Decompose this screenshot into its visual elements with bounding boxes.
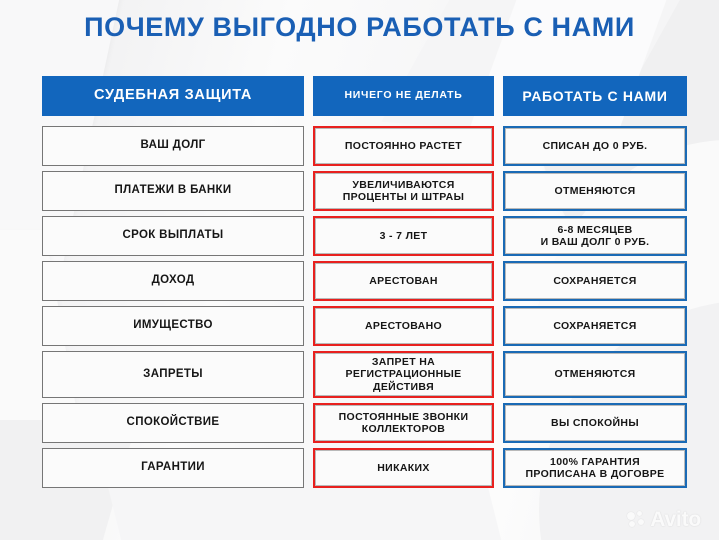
column-header-judicial-defense: СУДЕБНАЯ ЗАЩИТА xyxy=(42,76,304,116)
table-cell-do-nothing xyxy=(313,261,494,301)
table-cell-criterion xyxy=(42,306,304,346)
cell-line: 100% ГАРАНТИЯ xyxy=(550,455,640,468)
cell-line: СПОКОЙСТВИЕ xyxy=(126,416,220,429)
column-header-work-with-us: РАБОТАТЬ С НАМИ xyxy=(503,76,687,116)
cell-line: ГАРАНТИИ xyxy=(141,461,205,474)
table-cell-work-with-us xyxy=(503,126,687,166)
comparison-table xyxy=(42,76,678,493)
cell-line: НИКАКИХ xyxy=(377,461,430,474)
cell-line: ПОСТОЯННО РАСТЕТ xyxy=(344,139,463,152)
table-cell-do-nothing xyxy=(313,351,494,398)
table-cell-criterion xyxy=(42,403,304,443)
cell-line: ПРОПИСАНА В ДОГОВРЕ xyxy=(525,468,665,481)
avito-watermark xyxy=(627,509,701,530)
cell-line: ОТМЕНЯЮТСЯ xyxy=(554,368,636,381)
cell-line: ИМУЩЕСТВО xyxy=(133,319,213,332)
cell-line: ДЕЙСТИВЯ xyxy=(373,380,434,393)
cell-line: ПОСТОЯННЫЕ ЗВОНКИ xyxy=(338,410,469,423)
table-cell-criterion xyxy=(42,261,304,301)
table-row xyxy=(42,216,678,256)
cell-line: 3 - 7 ЛЕТ xyxy=(379,229,428,242)
table-row xyxy=(42,171,678,211)
table-row xyxy=(42,448,678,488)
table-cell-work-with-us xyxy=(503,351,687,398)
cell-line: ЗАПРЕТ НА xyxy=(371,356,436,368)
cell-line: АРЕСТОВАН xyxy=(369,274,438,287)
cell-line: СОХРАНЯЕТСЯ xyxy=(553,319,637,332)
cell-line: КОЛЛЕКТОРОВ xyxy=(361,423,446,436)
cell-line: УВЕЛИЧИВАЮТСЯ xyxy=(352,178,455,191)
avito-watermark-label: Avito xyxy=(650,508,701,531)
table-cell-work-with-us xyxy=(503,216,687,256)
table-cell-do-nothing xyxy=(313,216,494,256)
cell-line: ОТМЕНЯЮТСЯ xyxy=(554,184,636,197)
table-cell-criterion xyxy=(42,171,304,211)
table-cell-work-with-us xyxy=(503,403,687,443)
cell-line: ПЛАТЕЖИ В БАНКИ xyxy=(114,184,232,197)
table-cell-criterion xyxy=(42,216,304,256)
cell-line: ПРОЦЕНТЫ И ШТРАЫ xyxy=(342,191,465,203)
table-cell-do-nothing xyxy=(313,126,494,166)
table-cell-do-nothing xyxy=(313,403,494,443)
table-row xyxy=(42,351,678,398)
cell-line: ЗАПРЕТЫ xyxy=(143,367,203,380)
table-cell-criterion xyxy=(42,351,304,398)
cell-line: АРЕСТОВАНО xyxy=(364,319,443,332)
cell-line: ВАШ ДОЛГ xyxy=(140,139,206,152)
table-cell-criterion xyxy=(42,126,304,166)
table-header-row xyxy=(42,76,678,116)
cell-line: 6-8 МЕСЯЦЕВ xyxy=(557,223,633,236)
table-row xyxy=(42,126,678,166)
cell-line: ДОХОД xyxy=(151,274,195,287)
cell-line: СПИСАН ДО 0 РУБ. xyxy=(542,139,648,152)
avito-dots-icon xyxy=(627,511,646,528)
cell-line: СОХРАНЯЕТСЯ xyxy=(553,274,637,287)
table-cell-do-nothing xyxy=(313,171,494,211)
table-cell-do-nothing xyxy=(313,306,494,346)
cell-line: СРОК ВЫПЛАТЫ xyxy=(122,229,224,242)
cell-line: ВЫ СПОКОЙНЫ xyxy=(551,416,639,429)
cell-line: И ВАШ ДОЛГ 0 РУБ. xyxy=(540,236,650,248)
table-cell-do-nothing xyxy=(313,448,494,488)
column-header-do-nothing: НИЧЕГО НЕ ДЕЛАТЬ xyxy=(313,76,494,116)
table-row xyxy=(42,261,678,301)
table-cell-work-with-us xyxy=(503,171,687,211)
table-cell-work-with-us xyxy=(503,448,687,488)
table-cell-work-with-us xyxy=(503,261,687,301)
page-title: ПОЧЕМУ ВЫГОДНО РАБОТАТЬ С НАМИ xyxy=(84,12,635,42)
table-cell-criterion xyxy=(42,448,304,488)
cell-line: РЕГИСТРАЦИОННЫЕ xyxy=(345,368,462,381)
table-row xyxy=(42,306,678,346)
table-body xyxy=(42,126,678,488)
table-row xyxy=(42,403,678,443)
table-cell-work-with-us xyxy=(503,306,687,346)
